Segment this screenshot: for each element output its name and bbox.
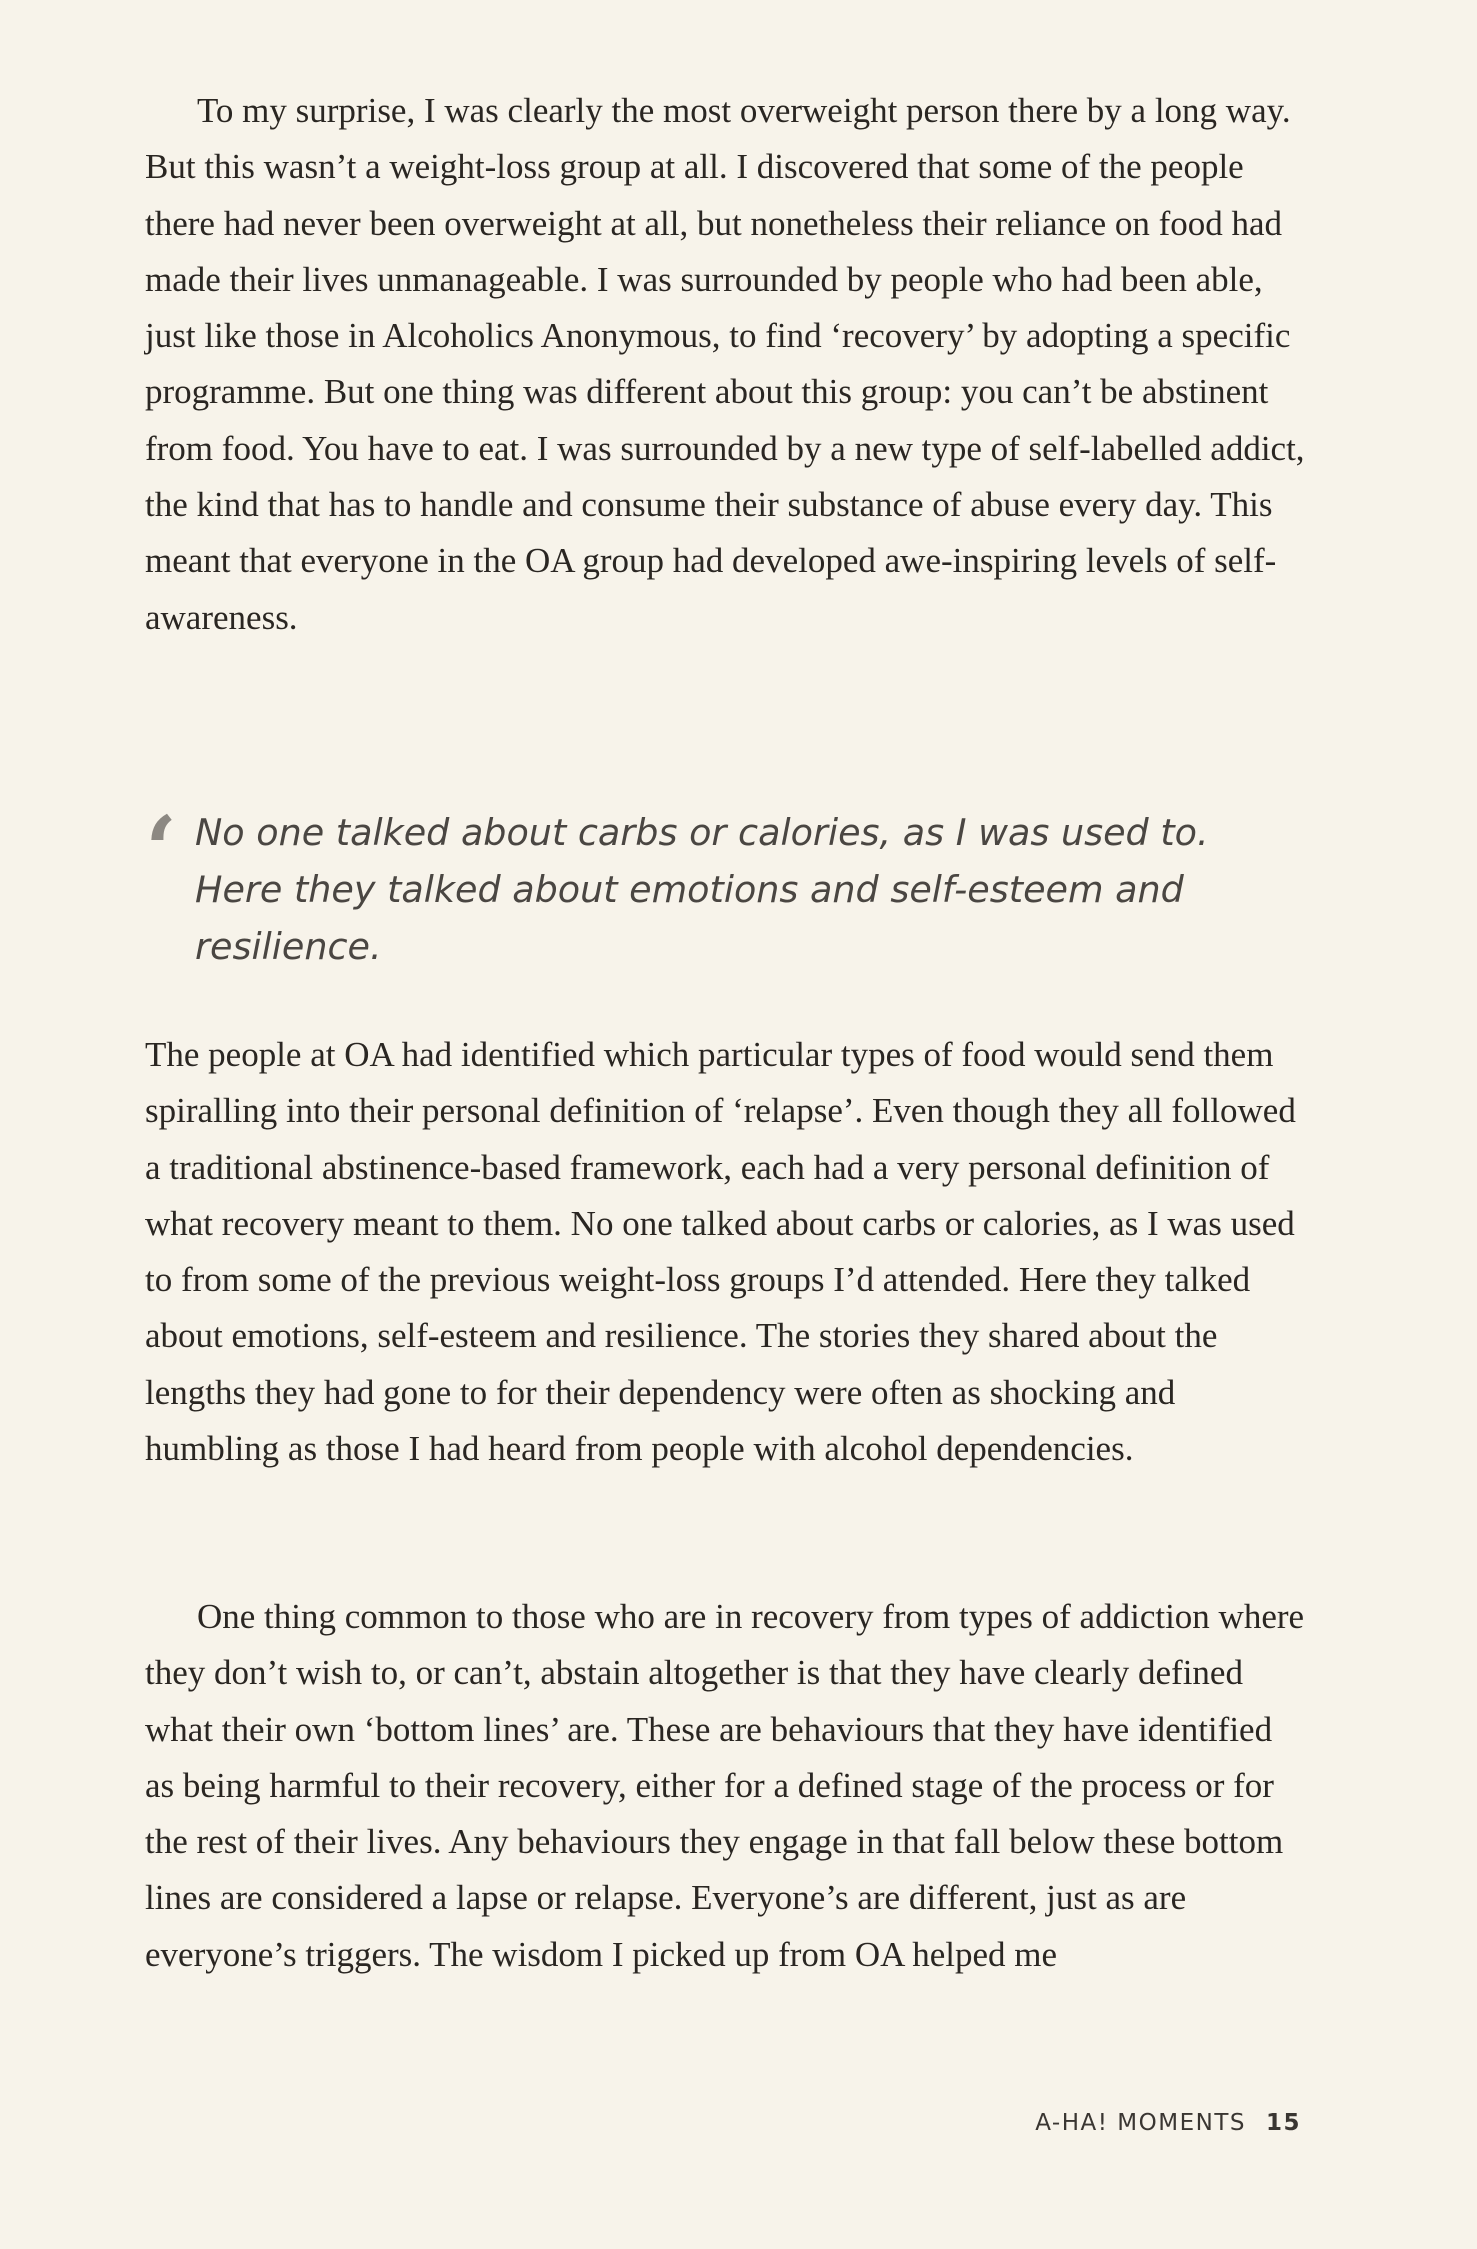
running-section-title: A-HA! MOMENTS	[1035, 2110, 1246, 2136]
page-footer	[1035, 2110, 1301, 2136]
paragraph-3-text: One thing common to those who are in recovery from types of addiction where they don’t wish to, or can’t, abstain altogether is that they have clearly defined what their own ‘bottom lines’ are. These are behaviours that they have identified as being harmful to their recovery, either for a defined stage of the process or for the rest of their lives. Any behaviours they engage in that fall below these bottom lines are considered a lapse or relapse. Everyone’s are different, just as are everyone’s triggers. The wisdom I picked up from OA helped me	[145, 1597, 1305, 1974]
body-paragraph-3	[145, 1589, 1305, 1983]
pull-quote-text: No one talked about carbs or calories, as I was used to. Here they talked about emotions and self-esteem and resilience.	[195, 811, 1209, 968]
quote-mark-icon: ‘	[145, 796, 178, 904]
paragraph-1-text: To my surprise, I was clearly the most overweight person there by a long way. But this wasn’t a weight-loss group at all. I discovered that some of the people there had never been overweight at all, but nonetheless their reliance on food had made their lives unmanageable. I was surrounded by people who had been able, just like those in Alcoholics Anonymous, to find ‘recovery’ by adopting a specific programme. But one thing was different about this group: you can’t be abstinent from food. You have to eat. I was surrounded by a new type of self-labelled addict, the kind that has to handle and consume their substance of abuse every day. This meant that everyone in the OA group had developed awe-inspiring levels of self-awareness.	[145, 91, 1305, 637]
body-paragraph-2	[145, 1027, 1305, 1477]
paragraph-2-text: The people at OA had identified which particular types of food would send them spiralling into their personal definition of ‘relapse’. Even though they all followed a traditional abstinence-based framework, each had a very personal definition of what recovery meant to them. No one talked about carbs or calories, as I was used to from some of the previous weight-loss groups I’d attended. Here they talked about emotions, self-esteem and resilience. The stories they shared about the lengths they had gone to for their dependency were often as shocking and humbling as those I had heard from people with alcohol dependencies.	[145, 1035, 1296, 1469]
page-number: 15	[1265, 2110, 1301, 2136]
pull-quote	[145, 796, 1275, 984]
body-paragraph-1	[145, 83, 1305, 646]
